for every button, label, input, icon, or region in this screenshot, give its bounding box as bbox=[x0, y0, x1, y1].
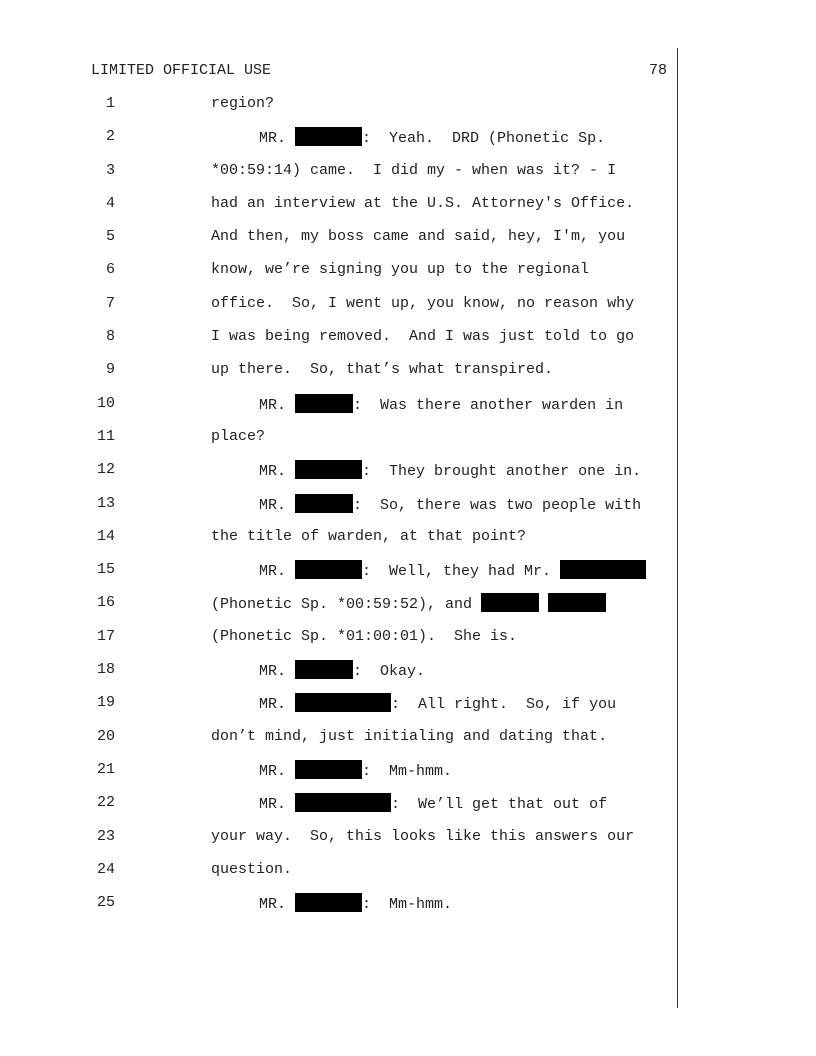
line-text: the title of warden, at that point? bbox=[211, 527, 527, 545]
speaker-line bbox=[259, 494, 641, 516]
line-number: 16 bbox=[96, 594, 115, 612]
transcript-line bbox=[0, 660, 816, 693]
transcript-line bbox=[0, 394, 816, 427]
speaker-title: MR. bbox=[259, 563, 287, 581]
speaker-title: MR. bbox=[259, 496, 287, 514]
redaction-box bbox=[481, 593, 539, 612]
line-text: office. So, I went up, you know, no reason why bbox=[211, 294, 635, 312]
speaker-line bbox=[259, 793, 607, 815]
speaker-line bbox=[259, 394, 623, 416]
line-number: 10 bbox=[96, 394, 115, 412]
line-number: 3 bbox=[105, 161, 115, 179]
transcript-line bbox=[0, 94, 816, 127]
speaker-title: MR. bbox=[259, 396, 287, 414]
transcript-line bbox=[0, 494, 816, 527]
line-number: 18 bbox=[96, 661, 115, 679]
speaker-title: MR. bbox=[259, 463, 287, 481]
transcript-line bbox=[0, 127, 816, 160]
line-text: : Mm-hmm. bbox=[362, 762, 453, 780]
transcript-line bbox=[0, 893, 816, 926]
line-number: 13 bbox=[96, 494, 115, 512]
line-text: region? bbox=[211, 95, 275, 112]
line-text: : Well, they had Mr. bbox=[362, 563, 561, 581]
line-number: 7 bbox=[105, 294, 115, 312]
transcript-line bbox=[0, 294, 816, 327]
line-text: question. bbox=[211, 860, 293, 878]
line-number: 5 bbox=[105, 228, 115, 246]
line-number: 25 bbox=[96, 894, 115, 912]
transcript-line bbox=[0, 360, 816, 393]
transcript-line bbox=[0, 427, 816, 460]
redaction-box bbox=[295, 660, 353, 679]
line-text: had an interview at the U.S. Attorney's Office. bbox=[211, 194, 635, 212]
transcript-line bbox=[0, 527, 816, 560]
line-text: don’t mind, just initialing and dating that. bbox=[211, 727, 608, 745]
line-text: : All right. So, if you bbox=[391, 696, 617, 714]
line-number: 24 bbox=[96, 860, 115, 878]
speaker-line bbox=[259, 127, 605, 149]
transcript-line bbox=[0, 860, 816, 893]
transcript-line bbox=[0, 260, 816, 293]
redaction-box bbox=[548, 593, 606, 612]
speaker-title: MR. bbox=[259, 130, 287, 148]
line-text: : We’ll get that out of bbox=[391, 796, 608, 814]
line-number: 20 bbox=[96, 727, 115, 745]
line-text: : Mm-hmm. bbox=[362, 896, 453, 914]
line-number: 23 bbox=[96, 827, 115, 845]
line-number: 2 bbox=[105, 128, 115, 146]
speaker-title: MR. bbox=[259, 796, 287, 814]
page-number: 78 bbox=[649, 62, 668, 79]
speaker-line bbox=[259, 893, 452, 915]
line-number: 22 bbox=[96, 794, 115, 812]
speaker-title: MR. bbox=[259, 896, 287, 914]
line-text: (Phonetic Sp. *01:00:01). She is. bbox=[211, 627, 518, 645]
redaction-box bbox=[295, 760, 362, 779]
line-number: 4 bbox=[105, 194, 115, 212]
transcript-line bbox=[0, 593, 816, 626]
line-text: : Okay. bbox=[353, 663, 426, 681]
speaker-title: MR. bbox=[259, 696, 287, 714]
transcript-line bbox=[0, 760, 816, 793]
line-text: up there. So, that’s what transpired. bbox=[211, 361, 554, 379]
line-text: your way. So, this looks like this answers our bbox=[211, 827, 635, 845]
line-text: : They brought another one in. bbox=[362, 463, 642, 481]
speaker-title: MR. bbox=[259, 663, 287, 681]
transcript-line bbox=[0, 627, 816, 660]
line-number: 19 bbox=[96, 694, 115, 712]
speaker-title: MR. bbox=[259, 762, 287, 780]
page-header-left: LIMITED OFFICIAL USE bbox=[91, 62, 272, 79]
transcript-line bbox=[0, 793, 816, 826]
line-number: 11 bbox=[96, 427, 115, 445]
transcript-line bbox=[0, 194, 816, 227]
line-text: know, we’re signing you up to the regional bbox=[211, 261, 590, 279]
line-text: *00:59:14) came. I did my - when was it? - I bbox=[211, 161, 617, 179]
redaction-box bbox=[295, 127, 362, 146]
line-number: 12 bbox=[96, 461, 115, 479]
transcript-line bbox=[0, 727, 816, 760]
speaker-line bbox=[259, 760, 452, 782]
speaker-line bbox=[259, 460, 641, 482]
redaction-box bbox=[295, 793, 391, 812]
line-text: : So, there was two people with bbox=[353, 496, 642, 514]
line-text: (Phonetic Sp. *00:59:52), and bbox=[211, 593, 606, 615]
transcript-line bbox=[0, 693, 816, 726]
transcript-body bbox=[0, 94, 816, 926]
transcript-line bbox=[0, 460, 816, 493]
line-number: 21 bbox=[96, 760, 115, 778]
line-text: : Was there another warden in bbox=[353, 396, 624, 414]
redaction-box bbox=[295, 893, 362, 912]
line-number: 8 bbox=[105, 328, 115, 346]
line-number: 17 bbox=[96, 627, 115, 645]
transcript-line bbox=[0, 327, 816, 360]
line-text: And then, my boss came and said, hey, I'm, you bbox=[211, 228, 626, 246]
transcript-line bbox=[0, 560, 816, 593]
line-number: 6 bbox=[105, 261, 115, 279]
redaction-box bbox=[295, 394, 353, 413]
redaction-box bbox=[560, 560, 646, 579]
redaction-box bbox=[295, 494, 353, 513]
line-text: place? bbox=[211, 427, 266, 445]
redaction-box bbox=[295, 693, 391, 712]
line-number: 14 bbox=[96, 527, 115, 545]
line-number: 1 bbox=[105, 95, 115, 112]
transcript-line bbox=[0, 227, 816, 260]
line-text: : Yeah. DRD (Phonetic Sp. bbox=[362, 130, 606, 148]
speaker-line bbox=[259, 660, 425, 682]
speaker-line bbox=[259, 560, 646, 582]
line-number: 9 bbox=[105, 361, 115, 379]
transcript-line bbox=[0, 161, 816, 194]
transcript-line bbox=[0, 827, 816, 860]
speaker-line bbox=[259, 693, 616, 715]
redaction-box bbox=[295, 460, 362, 479]
redaction-box bbox=[295, 560, 362, 579]
line-text: I was being removed. And I was just told to go bbox=[211, 328, 635, 346]
line-number: 15 bbox=[96, 561, 115, 579]
